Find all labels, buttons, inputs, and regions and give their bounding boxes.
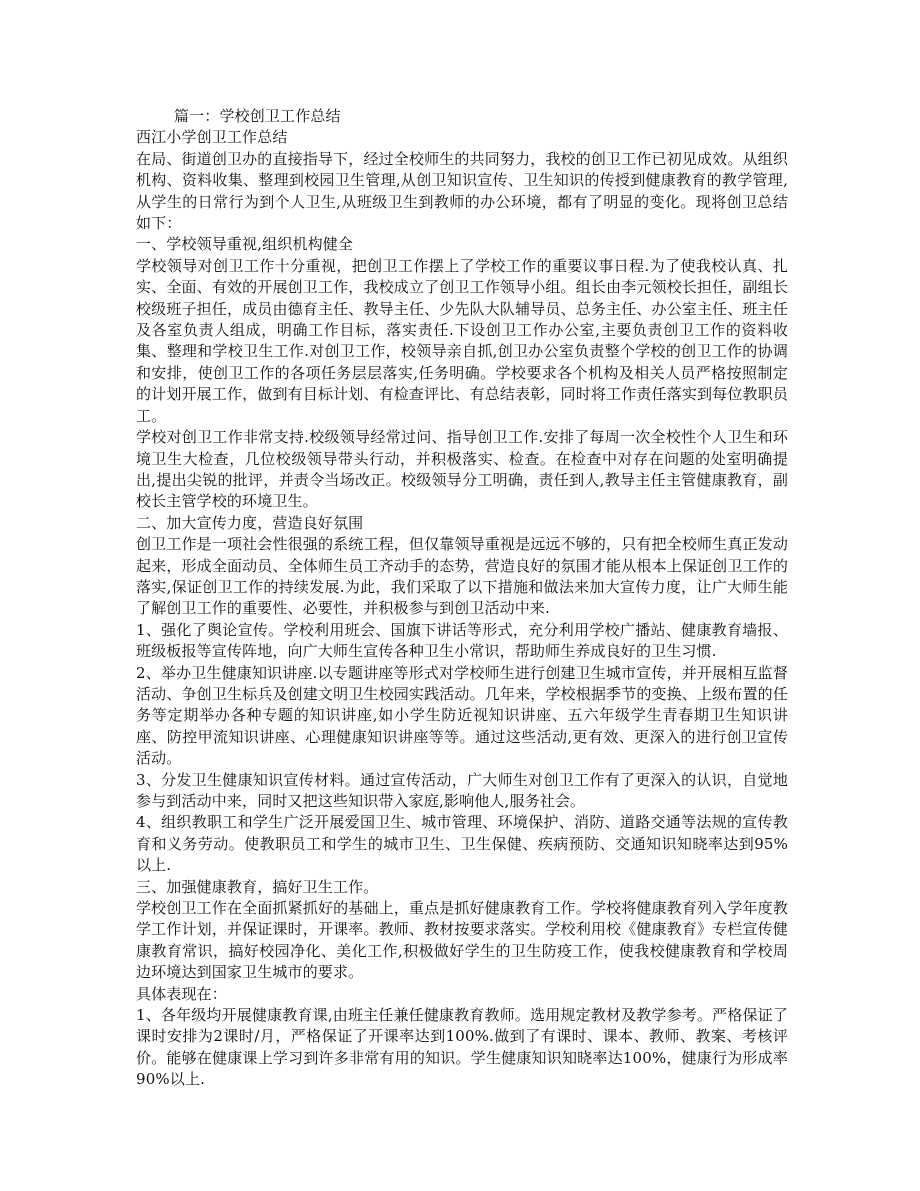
section-heading-3: 三、加强健康教育，搞好卫生工作。 bbox=[136, 877, 379, 896]
section1-paragraph: 学校领导对创卫工作十分重视，把创卫工作摆上了学校工作的重要议事日程.为了使我校认真、扎实、全面、有效的开展创卫工作，我校成立了创卫工作领导小组。组长由李元领校长担任，副组长校级班子担任，成员由德育主任、教导主任、少先队大队辅导员、总务主任、办公室主任、班主任及各室负责人组成，明确工作目标，落实责任.下设创卫工作办公室,主要负责创卫工作的资料收集、整理和学校卫生工作.对创卫工作，校领导亲自抓,创卫办公室负责整个学校的创卫工作的协调和安排，使创卫工作的各项任务层层落实,任务明确。学校要求各个机构及相关人员严格按照制定的计划开展工作，做到有目标计划、有检查评比、有总结表彰，同时将工作责任落实到每位教职员工。 bbox=[136, 256, 788, 425]
section-heading-1: 一、学校领导重视,组织机构健全 bbox=[136, 235, 354, 254]
section3-paragraph: 具体表现在： bbox=[136, 984, 227, 1003]
section2-list-item: 2、举办卫生健康知识讲座.以专题讲座等形式对学校师生进行创建卫生城市宣传，并开展相互监督活动、争创卫生标兵及创建文明卫生校园实践活动。几年来，学校根据季节的变换、上级布置的任务等定期举办各种专题的知识讲座,如小学生防近视知识讲座、五六年级学生青春期卫生知识讲座、防控甲流知识讲座、心理健康知识讲座等等。通过这些活动,更有效、更深入的进行创卫宣传活动。 bbox=[136, 663, 788, 768]
document-body bbox=[136, 106, 788, 1091]
section3-list-item: 1、各年级均开展健康教育课,由班主任兼任健康教育教师。选用规定教材及教学参考。严格保证了课时安排为2课时/月，严格保证了开课率达到100%.做到了有课时、课本、教师、教案、考核评价。能够在健康课上学习到许多非常有用的知识。学生健康知识知晓率达100%，健康行为形成率90%以上. bbox=[136, 1006, 788, 1089]
document-title: 篇一：学校创卫工作总结 bbox=[174, 107, 341, 125]
section2-list-item: 1、强化了舆论宣传。学校利用班会、国旗下讲话等形式，充分利用学校广播站、健康教育墙报、班级板报等宣传阵地，向广大师生宣传各种卫生小常识，帮助师生养成良好的卫生习惯. bbox=[136, 620, 788, 661]
section3-paragraph: 学校创卫工作在全面抓紧抓好的基础上，重点是抓好健康教育工作。学校将健康教育列入学年度教学工作计划，并保证课时，开课率。教师、教材按要求落实。学校利用校《健康教育》专栏宣传健康教育常识，搞好校园净化、美化工作,积极做好学生的卫生防疫工作，使我校健康教育和学校周边环境达到国家卫生城市的要求。 bbox=[136, 899, 788, 982]
section2-paragraph: 创卫工作是一项社会性很强的系统工程，但仅靠领导重视是远远不够的，只有把全校师生真正发动起来，形成全面动员、全体师生员工齐动手的态势，营造良好的氛围才能从根本上保证创卫工作的落实,保证创卫工作的持续发展.为此，我们采取了以下措施和做法来加大宣传力度，让广大师生能了解创卫工作的重要性、必要性，并积极参与到创卫活动中来. bbox=[136, 535, 788, 618]
section2-list-item: 4、组织教职工和学生广泛开展爱国卫生、城市管理、环境保护、消防、道路交通等法规的宣传教育和义务劳动。使教职员工和学生的城市卫生、卫生保健、疾病预防、交通知识知晓率达到95%以上. bbox=[136, 813, 788, 875]
document-subtitle: 西江小学创卫工作总结 bbox=[136, 128, 288, 147]
section1-paragraph: 学校对创卫工作非常支持.校级领导经常过问、指导创卫工作.安排了每周一次全校性个人卫生和环境卫生大检查，几位校级领导带头行动，并积极落实、检查。在检查中对存在问题的处室明确提出,提出尖锐的批评，并责令当场改正。校级领导分工明确，责任到人,教导主任主管健康教育，副校长主管学校的环境卫生。 bbox=[136, 428, 788, 511]
section2-list-item: 3、分发卫生健康知识宣传材料。通过宣传活动，广大师生对创卫工作有了更深入的认识，自觉地参与到活动中来，同时又把这些知识带入家庭,影响他人,服务社会。 bbox=[136, 770, 788, 810]
section-heading-2: 二、加大宣传力度，营造良好氛围 bbox=[136, 513, 364, 532]
intro-paragraph: 在局、街道创卫办的直接指导下，经过全校师生的共同努力，我校的创卫工作已初见成效。从组织机构、资料收集、整理到校园卫生管理,从创卫知识宣传、卫生知识的传授到健康教育的教学管理,从学生的日常行为到个人卫生,从班级卫生到教师的办公环境，都有了明显的变化。现将创卫总结如下： bbox=[136, 149, 788, 233]
